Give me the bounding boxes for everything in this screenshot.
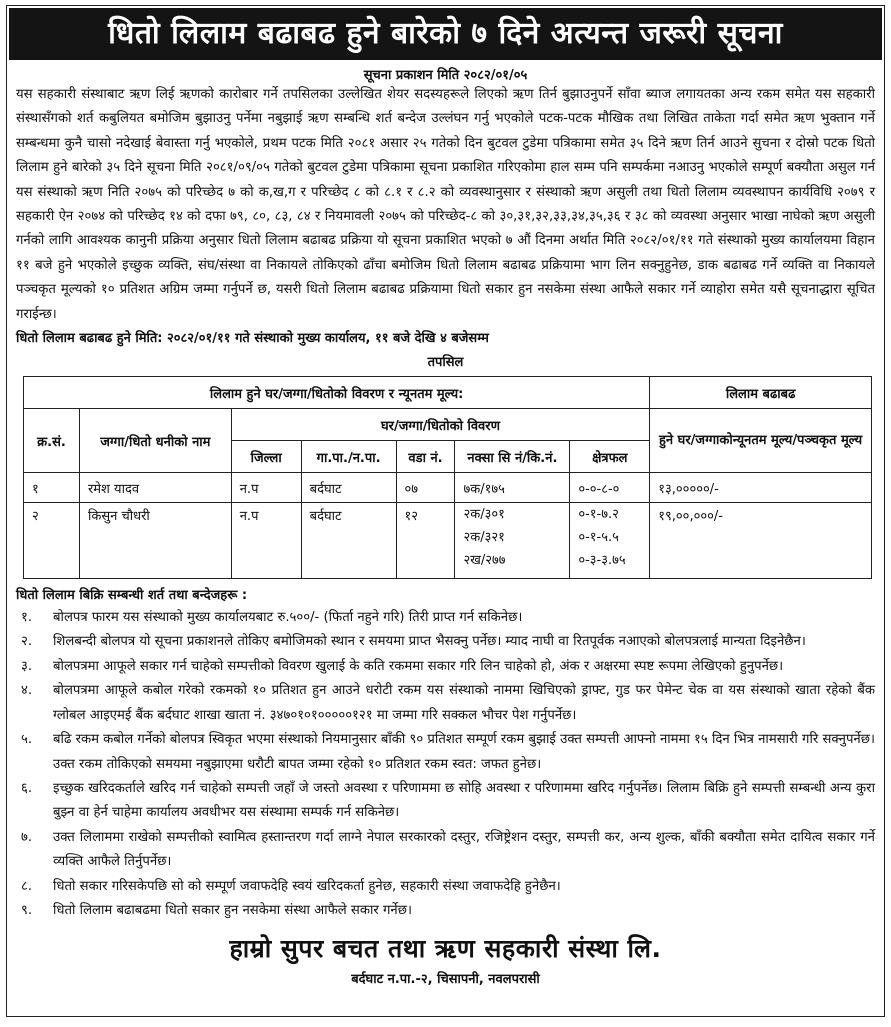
list-item	[7, 875, 884, 899]
row-price: १९,००,०००/-	[650, 503, 872, 579]
term-text: बोलपत्रमा आफूले सकार गर्न चाहेको सम्पत्तीको विवरण खुलाई के कति रकममा सकार गरि लिन चाहेको हो, अंक र अक्षरमा स्पष्ट रूपमा लेखिएको हुनुपर्नेछ।	[53, 658, 784, 674]
term-number: ३.	[21, 658, 33, 674]
term-number: १.	[21, 610, 33, 626]
term-number: ७.	[21, 829, 33, 845]
col-header-ward: वडा नं.	[396, 441, 455, 473]
notice-title: धितो लिलाम बढाबढ हुने बारेको ७ दिने अत्यन्त जरूरी सूचना	[9, 8, 882, 60]
row-municipality: बर्दघाट	[301, 503, 396, 579]
publication-date: सूचना प्रकाशन मिति २०८२/०१/०५	[363, 68, 528, 83]
term-number: ६.	[21, 780, 33, 796]
row-plot: ७क/१७५	[455, 473, 570, 503]
list-item	[7, 777, 884, 826]
list-item	[7, 630, 884, 654]
table-group-header-row	[24, 377, 872, 409]
intro-paragraph: यस सहकारी संस्थाबाट ऋण लिई ऋणको कारोबार गर्ने तपसिलका उल्लेखित शेयर सदस्यहरूले लिएको ऋण तिर्न बुझाउनुपर्ने साँवा ब्याज लगायतका अन्य रकम समेत यस सहकारी संस्थासँगको शर्त कबुलियत बमोजिम बुझाउनु पर्नेमा नबुझाई ऋण सम्बन्धि शर्त बन्देज उल्लंघन गर्नु भएकोले पटक-पटक मौखिक तथा लिखित ताकेता गर्दा समेत ऋण भुक्तान गर्ने सम्बन्धमा कुनै चासो नदेखाई बेवास्ता गर्नु भएकोले, प्रथम पटक मिति २०८१ असार २५ गतेको दिन बुटवल टुडेमा पत्रिकामा समेत ३५ दिने ऋण तिर्न आउने सुचना र दोस्रो पटक धितो लिलाम हुने बारेको ३५ दिने सूचना मिति २०८१/०९/०५ गतेको बुटवल टुडेमा पत्रिकामा सूचना प्रकाशित गरिएकोमा हाल सम्म पनि सम्पर्कमा नआउनु भएकोले सम्पूर्ण बक्यौता असुल गर्न यस संस्थाको ऋण निति २०७५ को परिच्छेद ७ को क,ख,ग र परिच्छेद ८ को ८.१ र ८.२ को व्यवस्थानुसार र संस्थाको ऋण असुली तथा धितो लिलाम व्यवस्थापन कार्यविधि २०७९ र सहकारी ऐन २०७४ को परिच्छेद १४ को दफा ७९, ८०, ८३, ८४ र नियमावली २०७५ को परिच्छेद-८ को ३०,३१,३२,३३,३४,३५,३६ र ३८ को व्यवस्था अनुसार भाखा नाघेको ऋण असुली गर्नको लागि आवश्यक कानुनी प्रक्रिया अनुसार धितो लिलाम बढाबढ प्रक्रिया यो सूचना प्रकाशित भएको ७ औं दिनमा अर्थात मिति २०८२/०१/११ गते संस्थाको मुख्य कार्यालयमा विहान ११ बजे हुने भएकोले इच्छुक व्यक्ति, संघ/संस्था वा निकायले तोकिएको ढाँचा बमोजिम धितो लिलाम बढाबढ प्रक्रियामा भाग लिन सक्नुहुनेछ, डाक बढाबढ गर्ने व्यक्ति वा निकायले पञ्चकृत मूल्यको १० प्रतिशत अग्रिम जम्मा गर्नुपर्ने छ, यसरी धितो लिलाम बढाबढ प्रक्रियामा धितो सकार हुन नसकेमा संस्था आफैले सकार गर्ने व्याहोरा समेत यसै सूचनाद्धारा सूचित गराईन्छ।	[16, 87, 875, 322]
col-header-district: जिल्ला	[231, 441, 301, 473]
row-ward: १२	[396, 503, 455, 579]
plot-number: २क/३२१	[463, 530, 505, 546]
organization-address: बर्दघाट न.पा.-२, चिसापनी, नवलपरासी	[351, 972, 540, 988]
term-text: बढि रकम कबोल गर्नेको बोलपत्र स्विकृत भएमा संस्थाको नियमानुसार बाँकी ९० प्रतिशत सम्पूर्ण रकम बुझाई उक्त सम्पत्ती आफ्नो नाममा १५ दिन भित्र नामसारी गरि सक्नुपर्नेछ। उक्त रकम तोकिएको समयमा नबुझाएमा धरौटी बापत जम्मा रहेको १० प्रतिशत रकम स्वत: जफत हुनेछ।	[53, 732, 875, 772]
term-text: बोलपत्र फारम यस संस्थाको मुख्य कार्यालयबाट रु.५००/- (फिर्ता नहुने गरि) तिरी प्राप्त गर्न सकिनेछ।	[53, 610, 523, 626]
term-number: ९.	[21, 902, 33, 918]
row-municipality: बर्दघाट	[301, 473, 396, 503]
term-text: धितो सकार गरिसकेपछि सो को सम्पूर्ण जवाफदेहि स्वयं खरिदकर्ता हुनेछ, सहकारी संस्था जवाफदेहि हुनेछैन।	[53, 878, 561, 894]
row-owner: किसुन चौधरी	[79, 503, 231, 579]
col-header-area: क्षेत्रफल	[570, 441, 650, 473]
term-number: ५.	[21, 732, 33, 748]
plot-area: ०-३-३.७५	[578, 553, 626, 569]
organization-name: हाम्रो सुपर बचत तथा ऋण सहकारी संस्था लि.	[229, 934, 662, 964]
col-header-details: घर/जग्गा/धितोको विवरण	[231, 409, 650, 441]
notice-page	[6, 5, 885, 1017]
plot-area: ०-१-५.५	[578, 530, 619, 546]
row-areas	[570, 503, 650, 579]
row-area: ०-०-८-०	[570, 473, 650, 503]
list-item	[7, 899, 884, 923]
table-header-row	[24, 409, 872, 441]
row-sn: १	[24, 473, 80, 503]
col-header-map-plot: नक्सा सि नं/कि.नं.	[455, 441, 570, 473]
terms-title: धितो लिलाम बिक्रि सम्बन्धी शर्त तथा बन्देजहरू :	[16, 588, 248, 604]
list-item	[7, 826, 884, 875]
row-ward: ०७	[396, 473, 455, 503]
plot-number: २ख/२७७	[463, 553, 506, 569]
col-header-municipality: गा.पा./न.पा.	[301, 441, 396, 473]
row-sn: २	[24, 503, 80, 579]
table-group-header-right: लिलाम बढाबढ	[650, 377, 872, 409]
row-price: १३,०००००/-	[650, 473, 872, 503]
term-text: शिलबन्दी बोलपत्र यो सूचना प्रकाशनले तोकिए बमोजिमको स्थान र समयमा प्राप्त भैसक्नु पर्नेछ। म्याद नाघी वा रितपूर्वक नआएको बोलपत्रलाई मान्यता दिइनेछैन।	[53, 634, 806, 650]
term-number: ८.	[21, 878, 33, 894]
auction-date-line: धितो लिलाम बढाबढ हुने मिति: २०८२/०१/११ गते संस्थाको मुख्य कार्यालय, ११ बजे देखि ४ बजेसम्म	[16, 331, 489, 347]
table-row	[24, 473, 872, 503]
schedule-title: तपसिल	[427, 355, 464, 371]
term-text: उक्त लिलाममा राखेको सम्पत्तीको स्वामित्व हस्तान्तरण गर्दा लाग्ने नेपाल सरकारको दस्तुर, रजिष्ट्रेशन दस्तुर, सम्पत्ती कर, अन्य शुल्क, बाँकी बक्यौता समेत दायित्व सकार गर्ने व्यक्ति आफैले तिर्नुपर्नेछ।	[53, 829, 875, 870]
row-owner: रमेश यादव	[79, 473, 231, 503]
row-plots	[455, 503, 570, 579]
table-row	[24, 503, 872, 579]
col-header-owner: जग्गा/धितो धनीको नाम	[79, 409, 231, 473]
term-text: बोलपत्रमा आफूले कबोल गरेको रकमको १० प्रतिशत हुन आउने धरोटी रकम यस संस्थाको नाममा खिचिएको ड्राफ्ट, गुड फर पेमेन्ट चेक वा यस संस्थाको खाता रहेको बैंक ग्लोबल आइएमई बैंक बर्दघाट शाखा खाता नं. ३४७०१०१०००००१२१ मा जम्मा गरि सक्कल भौचर पेश गर्नुपर्नेछ।	[53, 683, 875, 723]
term-text: इच्छुक खरिदकर्ताले खरिद गर्न चाहेको सम्पत्ती जहाँ जे जस्तो अवस्था र परिणाममा छ सोहि अवस्था र परिणाममा खरिद गर्नुपर्नेछ। लिलाम बिक्रि हुने सम्पत्ती सम्बन्धी अन्य कुरा बुझ्न वा हेर्न चाहेमा कार्यालय अवधीभर यस संस्थामा सम्पर्क गर्न सकिनेछ।	[53, 780, 875, 821]
term-number: २.	[21, 634, 33, 650]
property-schedule-table	[23, 376, 872, 579]
row-district: न.प	[231, 503, 301, 579]
terms-list	[7, 606, 884, 923]
term-text: धितो लिलाम बढाबढमा धितो सकार हुन नसकेमा संस्था आफैले सकार गर्नेछ।	[53, 902, 412, 918]
list-item	[7, 606, 884, 630]
col-header-price: हुने घर/जग्गाकोन्यूनतम मूल्य/पञ्चकृत मूल्य	[650, 409, 872, 473]
list-item	[7, 728, 884, 777]
col-header-sn: क्र.सं.	[24, 409, 80, 473]
plot-number: २क/३०१	[463, 507, 505, 523]
table-group-header-left: लिलाम हुने घर/जग्गा/धितोको विवरण र न्यूनतम मूल्य:	[24, 377, 650, 409]
row-district: न.प	[231, 473, 301, 503]
plot-area: ०-१-७.२	[578, 507, 619, 523]
list-item	[7, 679, 884, 728]
term-number: ४.	[21, 683, 33, 699]
list-item	[7, 655, 884, 679]
